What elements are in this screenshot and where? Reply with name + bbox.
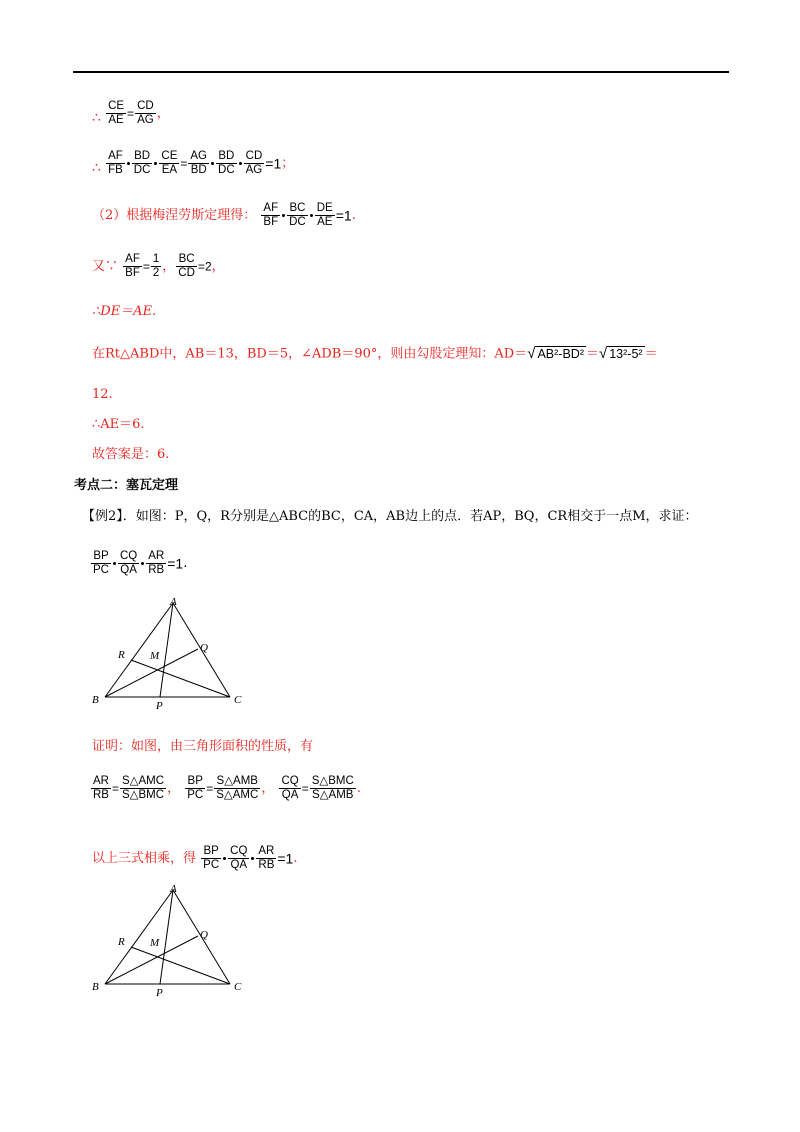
fraction: $\frac{CE}{EA}$ <box>161 150 178 176</box>
label-R: R <box>118 649 125 661</box>
label-M: M <box>150 650 160 662</box>
fraction: $\frac{AR}{RB}$ <box>258 845 275 871</box>
label-R: R <box>118 936 125 948</box>
fraction: $\frac{BP}{PC}$ <box>93 550 109 576</box>
sqrt-expression: √ 13²-5² <box>599 345 643 362</box>
example-equation: $\frac{BP}{PC}$ $\frac{CQ}{QA}$ $\frac{AR}{RB}$ =1. <box>93 550 188 576</box>
multiply-result: 以上三式相乘，得 $\frac{BP}{PC}$ $\frac{CQ}{QA}$ $\frac{AR}{RB}$ =1. <box>92 845 298 871</box>
multiply-dot-icon <box>141 562 144 565</box>
line-9: 故答案是：6. <box>92 447 170 462</box>
fraction: $\frac{BC}{CD}$ <box>178 253 195 279</box>
theorem-statement: （2）根据梅涅劳斯定理得： <box>92 208 257 223</box>
triangle-figure-1 <box>88 597 258 712</box>
fraction: $\frac{CQ}{QA}$ <box>230 845 248 871</box>
line-6: 在Rt△ABD中，AB＝13，BD＝5，∠ADB＝90°，则由勾股定理知：AD＝√ AB²-BD² ＝√ 13²-5² ＝ <box>92 345 658 362</box>
fraction: $\frac{BP}{PC}$ <box>203 845 220 871</box>
fraction: $\frac{AF}{FB}$ <box>108 150 123 176</box>
proof-statement: 证明：如图，由三角形面积的性质，有 <box>92 739 314 754</box>
sqrt-expression: √ AB²-BD² <box>527 345 584 362</box>
fraction: $\frac{DE}{AE}$ <box>316 202 333 228</box>
label-B: B <box>92 694 99 706</box>
fraction: $\frac{\text{S△BMC}}{\text{S△AMB}}$ <box>311 775 354 801</box>
label-Q: Q <box>200 929 208 941</box>
fraction: $\frac{BD}{DC}$ <box>133 150 151 176</box>
line-8: ∴AE＝6. <box>92 417 145 432</box>
fraction: $\frac{CQ}{QA}$ <box>119 550 138 576</box>
label-Q: Q <box>200 642 208 654</box>
fraction: $\frac{BC}{DC}$ <box>289 202 306 228</box>
section-title: 考点二：塞瓦定理 <box>74 478 179 493</box>
multiply-dot-icon <box>127 162 130 165</box>
fraction: $\frac{\text{S△AMC}}{\text{S△BMC}}$ <box>122 775 165 801</box>
multiply-dot-icon <box>310 214 313 217</box>
multiply-dot-icon <box>282 214 285 217</box>
fraction: $\frac{AR}{RB}$ <box>148 550 165 576</box>
multiply-dot-icon <box>251 857 254 860</box>
triangle-figure-2 <box>88 884 258 999</box>
fraction: $\frac{\text{S△AMB}}{\text{S△AMC}}$ <box>216 775 259 801</box>
fraction: $\frac{AF}{BF}$ <box>263 202 279 228</box>
fraction: $\frac{BP}{PC}$ <box>187 775 204 801</box>
header-rule <box>73 71 729 73</box>
example-statement: 【例2】．如图：P，Q，R分别是△ABC的BC，CA，AB边上的点．若AP，BQ，CR相交于一点M，求证： <box>82 509 698 524</box>
fraction: $\frac{CD}{AG}$ <box>245 150 263 176</box>
line-2: ∴ $\frac{AF}{FB}$ $\frac{BD}{DC}$ $\frac{CE}{EA}$ = $\frac{AG}{BD}$ $\frac{BD}{DC}$ $\frac{CD}{AG}$ =1； <box>92 150 295 176</box>
multiply-dot-icon <box>239 162 242 165</box>
fraction: $\frac{AF}{BF}$ <box>125 253 140 279</box>
label-C: C <box>234 694 242 706</box>
line-1: ∴ $\frac{CE}{AE}$ = $\frac{CD}{AG}$ ， <box>92 100 170 126</box>
label-C: C <box>234 981 242 993</box>
line-7: 12. <box>92 387 113 402</box>
multiply-dot-icon <box>211 162 214 165</box>
fraction: $\frac{BD}{DC}$ <box>218 150 235 176</box>
line-4: 又∵ $\frac{AF}{BF}$ = $\frac{1}{2}$ ， $\frac{BC}{CD}$ =2， <box>92 253 225 279</box>
therefore-symbol: ∴ <box>92 110 101 126</box>
fraction: $\frac{CE}{AE}$ <box>108 100 125 126</box>
label-A: A <box>170 884 177 895</box>
label-M: M <box>150 937 160 949</box>
multiply-dot-icon <box>154 162 157 165</box>
label-A: A <box>170 597 177 608</box>
label-P: P <box>156 987 163 999</box>
therefore-symbol: ∴ <box>92 160 101 176</box>
label-P: P <box>156 700 163 712</box>
fraction: $\frac{1}{2}$ <box>152 253 160 279</box>
fraction: $\frac{CQ}{QA}$ <box>281 775 299 801</box>
fraction: $\frac{CD}{AG}$ <box>137 100 154 126</box>
line-5: ∴DE＝AE. <box>92 304 157 319</box>
proof-equations: $\frac{AR}{RB}$ = $\frac{\text{S△AMC}}{\text{S△BMC}}$ ， $\frac{BP}{PC}$ = $\frac{\text{S△AMB}}{\text{S△AMC}}$ ， $\frac{CQ}{QA}$ = $\frac{\text{S△BMC}}{\text{S△AMB}}$ . <box>93 775 361 801</box>
multiply-dot-icon <box>223 857 226 860</box>
line-3: （2）根据梅涅劳斯定理得： $\frac{AF}{BF}$ $\frac{BC}{DC}$ $\frac{DE}{AE}$ =1. <box>92 202 356 228</box>
label-B: B <box>92 981 99 993</box>
fraction: $\frac{AR}{RB}$ <box>93 775 109 801</box>
multiply-dot-icon <box>113 562 116 565</box>
fraction: $\frac{AG}{BD}$ <box>190 150 208 176</box>
